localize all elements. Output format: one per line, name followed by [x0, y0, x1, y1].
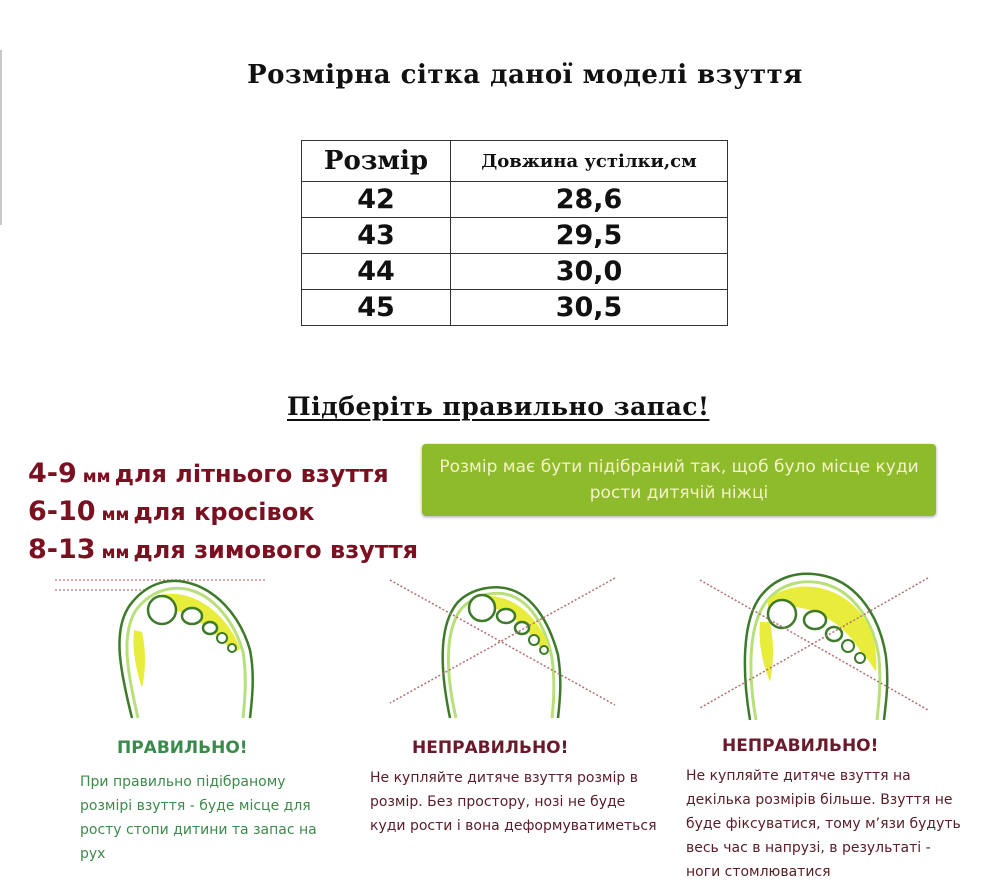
panel-description: Не купляйте дитяче взуття на декілька розмірів більше. Взуття не буде фіксуватися, тому м’язи будуть весь час в напрузі, в результаті - ноги стомлюватися	[686, 768, 961, 880]
length-cell: 28,6	[451, 182, 728, 218]
table-row	[302, 290, 728, 326]
allowance-unit: мм	[82, 467, 111, 487]
verdict-incorrect: НЕПРАВИЛЬНО!	[722, 736, 879, 756]
allowance-item	[28, 531, 418, 569]
size-table-header	[302, 141, 728, 182]
header-insole-length: Довжина устілки,см	[451, 141, 728, 182]
verdict-incorrect: НЕПРАВИЛЬНО!	[412, 738, 569, 758]
size-cell: 42	[302, 182, 451, 218]
panel-description: При правильно підібраному розмірі взуття - буде місце для росту стопи дитини та запас на рух	[80, 774, 317, 862]
allowance-range: 8-13	[28, 534, 96, 565]
allowance-unit: мм	[101, 543, 130, 563]
foot-too-big-icon	[680, 562, 960, 722]
length-cell: 30,0	[451, 254, 728, 290]
allowance-item	[28, 493, 418, 531]
foot-too-small-icon	[370, 570, 630, 720]
allowance-range: 6-10	[28, 496, 96, 527]
allowance-list	[28, 455, 418, 569]
size-table	[301, 140, 728, 326]
allowance-unit: мм	[101, 505, 130, 525]
verdict-correct: ПРАВИЛЬНО!	[117, 738, 248, 758]
page-title: Розмірна сітка даної моделі взуття	[247, 60, 803, 90]
section-subtitle: Підберіть правильно запас!	[287, 392, 710, 421]
table-row	[302, 182, 728, 218]
length-cell: 29,5	[451, 218, 728, 254]
panel-description: Не купляйте дитяче взуття розмір в розмір. Без простору, нозі не буде куди рости і вона деформуватиметься	[370, 770, 657, 834]
allowance-desc: для кросівок	[133, 498, 315, 526]
allowance-range: 4-9	[28, 458, 77, 489]
size-cell: 44	[302, 254, 451, 290]
allowance-desc: для літнього взуття	[114, 460, 389, 488]
allowance-desc: для зимового взуття	[133, 536, 419, 564]
header-size: Розмір	[302, 141, 451, 182]
length-cell: 30,5	[451, 290, 728, 326]
table-row	[302, 254, 728, 290]
tip-box: Розмір має бути підібраний так, щоб було місце куди рости дитячій ніжці	[422, 444, 936, 516]
size-cell: 45	[302, 290, 451, 326]
size-cell: 43	[302, 218, 451, 254]
allowance-item	[28, 455, 418, 493]
foot-correct-fit-icon	[50, 570, 310, 720]
table-row	[302, 218, 728, 254]
